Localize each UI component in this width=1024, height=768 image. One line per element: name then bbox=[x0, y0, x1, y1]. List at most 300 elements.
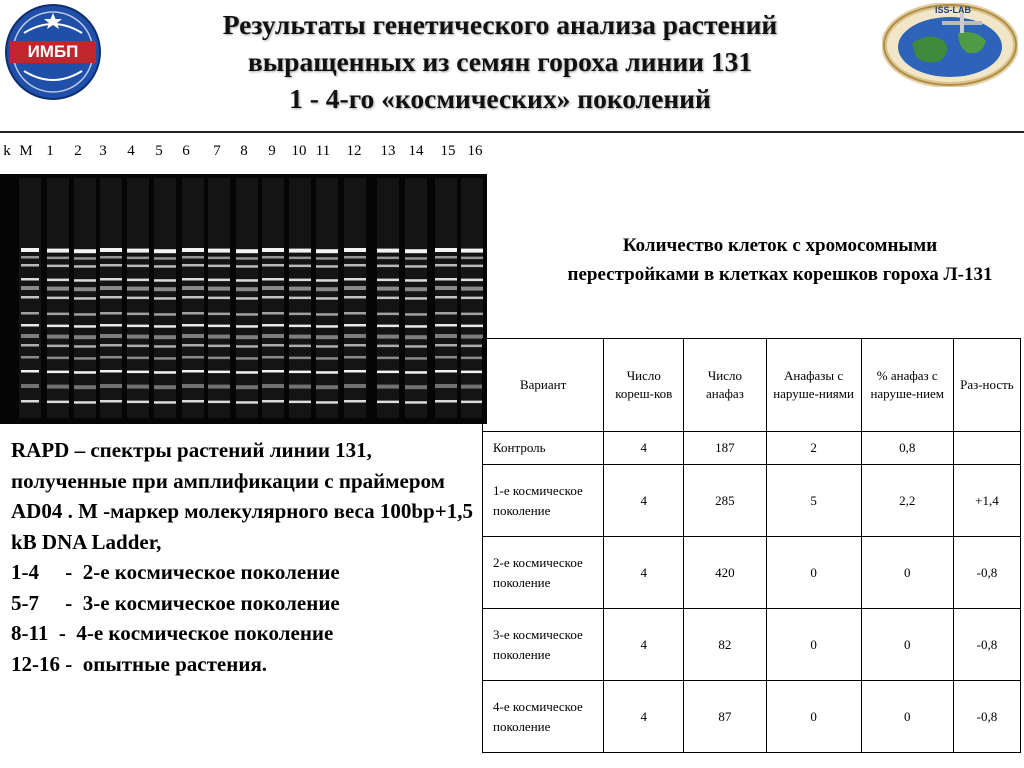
iss-lab-logo bbox=[882, 3, 1018, 87]
table-row bbox=[483, 432, 1021, 465]
gel-band bbox=[154, 371, 176, 374]
gel-band bbox=[262, 356, 284, 359]
gel-band bbox=[344, 344, 366, 347]
gel-band bbox=[344, 256, 366, 259]
gel-band bbox=[461, 249, 483, 253]
table-cell: -0,8 bbox=[953, 537, 1020, 609]
gel-band bbox=[405, 401, 427, 404]
table-cell: 0 bbox=[861, 609, 953, 681]
gel-band bbox=[316, 385, 338, 389]
gel-band bbox=[127, 249, 149, 253]
chromosome-aberration-table bbox=[482, 338, 1021, 753]
gel-band bbox=[208, 257, 230, 260]
gel-band bbox=[100, 324, 122, 327]
gel-band bbox=[289, 313, 311, 316]
table-row bbox=[483, 609, 1021, 681]
gel-band bbox=[405, 265, 427, 268]
gel-band bbox=[236, 357, 258, 360]
gel-band bbox=[100, 370, 122, 373]
table-cell: 5 bbox=[766, 465, 861, 537]
gel-band bbox=[47, 401, 69, 404]
gel-lane-label: 15 bbox=[440, 143, 456, 159]
gel-band bbox=[316, 371, 338, 374]
gel-band bbox=[208, 325, 230, 328]
gel-band bbox=[74, 357, 96, 360]
gel-band bbox=[74, 325, 96, 328]
title-divider bbox=[0, 131, 1024, 133]
gel-band bbox=[127, 357, 149, 360]
caption-paragraph: RAPD – спектры растений линии 131, полученные при амплификации с праймером AD04 . М -маркер молекулярного веса 100bp+1,5 kB DNA Ladder, bbox=[11, 438, 473, 554]
gel-lane-label: 14 bbox=[408, 143, 424, 159]
gel-band bbox=[182, 264, 204, 267]
gel-band bbox=[377, 357, 399, 360]
table-cell: -0,8 bbox=[953, 609, 1020, 681]
gel-band bbox=[461, 357, 483, 360]
gel-band bbox=[208, 335, 230, 339]
table-cell: 87 bbox=[684, 681, 766, 753]
gel-band bbox=[127, 371, 149, 374]
gel-band bbox=[100, 278, 122, 281]
gel-band bbox=[154, 385, 176, 389]
gel-band bbox=[262, 384, 284, 388]
gel-band bbox=[74, 335, 96, 339]
gel-lane-label: 9 bbox=[268, 143, 276, 159]
gel-band bbox=[208, 357, 230, 360]
gel-band bbox=[208, 265, 230, 268]
table-cell: 4 bbox=[604, 465, 684, 537]
table-header-row bbox=[483, 339, 1021, 432]
gel-band bbox=[127, 345, 149, 348]
gel-band bbox=[377, 385, 399, 389]
table-cell: 0 bbox=[766, 537, 861, 609]
gel-band bbox=[127, 265, 149, 268]
table-cell: 0 bbox=[861, 681, 953, 753]
gel-band bbox=[289, 249, 311, 253]
gel-lane-label: M bbox=[19, 143, 33, 159]
gel-band bbox=[182, 286, 204, 290]
gel-lane-label: 4 bbox=[127, 143, 135, 159]
gel-band bbox=[405, 257, 427, 260]
gel-band bbox=[208, 385, 230, 389]
gel-band bbox=[262, 256, 284, 259]
gel-lane-label: 10 bbox=[291, 143, 307, 159]
gel-band bbox=[154, 357, 176, 360]
gel-lane-label: 11 bbox=[315, 143, 331, 159]
gel-band bbox=[377, 279, 399, 282]
gel-band bbox=[100, 264, 122, 267]
gel-band bbox=[208, 297, 230, 300]
gel-band bbox=[47, 335, 69, 339]
gel-band bbox=[435, 286, 457, 290]
gel-band bbox=[461, 325, 483, 328]
table-row bbox=[483, 681, 1021, 753]
gel-band bbox=[316, 325, 338, 328]
gel-band bbox=[154, 265, 176, 268]
table-row bbox=[483, 465, 1021, 537]
gel-band bbox=[236, 313, 258, 316]
gel-band bbox=[182, 344, 204, 347]
gel-band bbox=[344, 370, 366, 373]
gel-band bbox=[316, 297, 338, 300]
gel-band bbox=[262, 334, 284, 338]
gel-band bbox=[316, 335, 338, 339]
gel-band bbox=[154, 297, 176, 300]
gel-band bbox=[236, 265, 258, 268]
gel-band bbox=[405, 297, 427, 300]
gel-band bbox=[262, 248, 284, 252]
gel-band bbox=[377, 287, 399, 291]
table-title: Количество клеток с хромосомными перестройками в клетках корешков гороха Л-131 bbox=[567, 235, 993, 285]
gel-band bbox=[74, 371, 96, 374]
gel-band bbox=[236, 371, 258, 374]
gel-band bbox=[182, 370, 204, 373]
logo-left-label: ИМБП bbox=[27, 42, 79, 61]
title-line-2: выращенных из семян гороха линии 131 bbox=[247, 46, 753, 77]
table-cell: 4 bbox=[604, 432, 684, 465]
gel-band bbox=[405, 287, 427, 291]
gel-band bbox=[435, 344, 457, 347]
legend-item: 8-11 - 4-е космическое поколение bbox=[11, 621, 334, 645]
header-anaphases: Число анафаз bbox=[684, 339, 766, 432]
gel-band bbox=[461, 371, 483, 374]
gel-band bbox=[405, 357, 427, 360]
gel-band bbox=[405, 345, 427, 348]
gel-band bbox=[182, 384, 204, 388]
gel-band bbox=[154, 401, 176, 404]
table-cell: -0,8 bbox=[953, 681, 1020, 753]
gel-band bbox=[405, 385, 427, 389]
gel-band bbox=[289, 335, 311, 339]
gel-band bbox=[236, 345, 258, 348]
gel-band bbox=[405, 335, 427, 339]
gel-band bbox=[435, 356, 457, 359]
gel-lane-label: 16 bbox=[467, 143, 483, 159]
gel-lane-label: 7 bbox=[213, 143, 221, 159]
gel-band bbox=[100, 312, 122, 315]
gel-band bbox=[316, 265, 338, 268]
gel-band bbox=[344, 324, 366, 327]
gel-lane-label: 5 bbox=[155, 143, 163, 159]
gel-band bbox=[262, 278, 284, 281]
gel-band bbox=[74, 385, 96, 389]
gel-band bbox=[405, 371, 427, 374]
header-roots: Число кореш-ков bbox=[604, 339, 684, 432]
gel-band bbox=[289, 385, 311, 389]
gel-band bbox=[208, 371, 230, 374]
gel-lane-label: 3 bbox=[99, 143, 107, 159]
table-cell: 4 bbox=[604, 537, 684, 609]
gel-band bbox=[127, 279, 149, 282]
gel-band bbox=[236, 325, 258, 328]
gel-band bbox=[47, 357, 69, 360]
gel-band bbox=[208, 287, 230, 291]
gel-band bbox=[316, 357, 338, 360]
gel-band bbox=[461, 385, 483, 389]
gel-band bbox=[461, 265, 483, 268]
gel-band bbox=[21, 324, 39, 327]
gel-band bbox=[262, 264, 284, 267]
table-cell: +1,4 bbox=[953, 465, 1020, 537]
title-line-3: 1 - 4-го «космических» поколений bbox=[289, 83, 711, 114]
gel-band bbox=[47, 257, 69, 260]
gel-band bbox=[21, 356, 39, 359]
legend-item: 5-7 - 3-е космическое поколение bbox=[11, 590, 340, 615]
gel-band bbox=[208, 279, 230, 282]
gel-band bbox=[461, 279, 483, 282]
gel-band bbox=[461, 257, 483, 260]
gel-band bbox=[182, 324, 204, 327]
gel-band bbox=[208, 401, 230, 404]
gel-band bbox=[182, 296, 204, 299]
gel-lane-label: 6 bbox=[182, 143, 190, 159]
gel-band bbox=[461, 345, 483, 348]
gel-band bbox=[344, 278, 366, 281]
gel-band bbox=[289, 287, 311, 291]
gel-band bbox=[289, 357, 311, 360]
gel-band bbox=[21, 278, 39, 281]
gel-band bbox=[127, 297, 149, 300]
gel-band bbox=[47, 249, 69, 253]
gel-band bbox=[377, 325, 399, 328]
page-title bbox=[110, 6, 890, 117]
logo-right-label: ISS-LAB bbox=[935, 5, 971, 15]
gel-band bbox=[74, 313, 96, 316]
gel-band bbox=[127, 325, 149, 328]
gel-band bbox=[377, 335, 399, 339]
gel-band bbox=[316, 401, 338, 404]
gel-band bbox=[289, 401, 311, 404]
gel-band bbox=[435, 384, 457, 388]
gel-band bbox=[344, 248, 366, 252]
legend-item: 1-4 - 2-е космическое поколение bbox=[11, 560, 340, 584]
gel-lane-label: 2 bbox=[74, 143, 82, 159]
gel-band bbox=[47, 325, 69, 328]
gel-band bbox=[262, 324, 284, 327]
gel-band bbox=[344, 334, 366, 338]
gel-band bbox=[289, 371, 311, 374]
gel-band bbox=[127, 401, 149, 404]
gel-band bbox=[182, 312, 204, 315]
gel-band bbox=[100, 248, 122, 252]
gel-band bbox=[74, 401, 96, 404]
gel-band bbox=[435, 334, 457, 338]
gel-band bbox=[100, 334, 122, 338]
gel-band bbox=[316, 345, 338, 348]
gel-band bbox=[100, 256, 122, 259]
cell-variant: 2-е космическое поколение bbox=[483, 537, 604, 609]
gel-band bbox=[236, 287, 258, 291]
gel-band bbox=[208, 249, 230, 253]
gel-band bbox=[74, 265, 96, 268]
gel-band bbox=[377, 265, 399, 268]
gel-band bbox=[289, 297, 311, 300]
gel-band bbox=[262, 312, 284, 315]
table-cell: 82 bbox=[684, 609, 766, 681]
gel-band bbox=[21, 400, 39, 403]
gel-band bbox=[100, 356, 122, 359]
gel-band bbox=[208, 313, 230, 316]
gel-band bbox=[154, 287, 176, 291]
gel-band bbox=[377, 345, 399, 348]
gel-band bbox=[154, 345, 176, 348]
gel-band bbox=[262, 370, 284, 373]
table-cell: 0 bbox=[766, 681, 861, 753]
gel-band bbox=[344, 286, 366, 290]
gel-band bbox=[377, 313, 399, 316]
gel-band bbox=[236, 279, 258, 282]
gel-band bbox=[236, 335, 258, 339]
gel-band bbox=[461, 313, 483, 316]
gel-band bbox=[377, 249, 399, 253]
gel-band bbox=[21, 296, 39, 299]
gel-band bbox=[316, 257, 338, 260]
gel-band bbox=[435, 324, 457, 327]
gel-band bbox=[289, 265, 311, 268]
gel-band bbox=[127, 313, 149, 316]
gel-band bbox=[127, 287, 149, 291]
gel-band bbox=[461, 401, 483, 404]
gel-band bbox=[100, 384, 122, 388]
gel-band bbox=[154, 249, 176, 253]
gel-band bbox=[236, 401, 258, 404]
gel-band bbox=[435, 264, 457, 267]
gel-band bbox=[236, 249, 258, 253]
gel-band bbox=[435, 278, 457, 281]
table-cell: 187 bbox=[684, 432, 766, 465]
gel-band bbox=[344, 384, 366, 388]
gel-band bbox=[405, 279, 427, 282]
gel-band bbox=[435, 370, 457, 373]
gel-band bbox=[316, 249, 338, 253]
title-line-1: Результаты генетического анализа растений bbox=[222, 9, 778, 40]
table-cell: 0 bbox=[766, 609, 861, 681]
gel-band bbox=[262, 344, 284, 347]
gel-band bbox=[21, 312, 39, 315]
gel-band bbox=[435, 256, 457, 259]
gel-lane-label: 8 bbox=[240, 143, 248, 159]
gel-band bbox=[127, 335, 149, 339]
gel-band bbox=[100, 400, 122, 403]
gel-band bbox=[21, 248, 39, 252]
gel-band bbox=[74, 279, 96, 282]
gel-band bbox=[344, 356, 366, 359]
gel-band bbox=[182, 400, 204, 403]
gel-band bbox=[182, 356, 204, 359]
gel-caption bbox=[11, 435, 481, 679]
gel-band bbox=[262, 400, 284, 403]
gel-band bbox=[405, 249, 427, 253]
gel-band bbox=[47, 279, 69, 282]
cell-variant: 3-е космическое поколение bbox=[483, 609, 604, 681]
gel-band bbox=[377, 371, 399, 374]
gel-band bbox=[236, 297, 258, 300]
gel-band bbox=[262, 286, 284, 290]
table-cell: 2 bbox=[766, 432, 861, 465]
gel-band bbox=[262, 296, 284, 299]
gel-band bbox=[47, 287, 69, 291]
gel-band bbox=[47, 385, 69, 389]
gel-band bbox=[21, 384, 39, 388]
gel-band bbox=[236, 385, 258, 389]
gel-band bbox=[127, 257, 149, 260]
gel-band bbox=[344, 264, 366, 267]
table-cell bbox=[953, 432, 1020, 465]
header-variant: Вариант bbox=[483, 339, 604, 432]
table-cell: 420 bbox=[684, 537, 766, 609]
gel-band bbox=[289, 279, 311, 282]
gel-band bbox=[435, 248, 457, 252]
gel-band bbox=[344, 400, 366, 403]
gel-band bbox=[316, 313, 338, 316]
gel-band bbox=[47, 313, 69, 316]
gel-band bbox=[461, 297, 483, 300]
gel-band bbox=[344, 312, 366, 315]
gel-band bbox=[405, 325, 427, 328]
table-cell: 285 bbox=[684, 465, 766, 537]
gel-band bbox=[377, 297, 399, 300]
gel-band bbox=[74, 297, 96, 300]
gel-band bbox=[236, 257, 258, 260]
gel-band bbox=[461, 335, 483, 339]
imbp-logo bbox=[4, 3, 102, 101]
table-cell: 0,8 bbox=[861, 432, 953, 465]
gel-band bbox=[100, 286, 122, 290]
gel-band bbox=[289, 345, 311, 348]
gel-band bbox=[344, 296, 366, 299]
gel-band bbox=[21, 344, 39, 347]
gel-band bbox=[47, 265, 69, 268]
gel-band bbox=[377, 401, 399, 404]
gel-band bbox=[47, 371, 69, 374]
gel-band bbox=[100, 344, 122, 347]
gel-band bbox=[435, 400, 457, 403]
gel-band bbox=[154, 279, 176, 282]
gel-band bbox=[74, 249, 96, 253]
gel-band bbox=[182, 278, 204, 281]
gel-band bbox=[182, 256, 204, 259]
gel-band bbox=[154, 257, 176, 260]
gel-band bbox=[377, 257, 399, 260]
gel-band bbox=[74, 287, 96, 291]
gel-band bbox=[127, 385, 149, 389]
gel-band bbox=[47, 345, 69, 348]
gel-band bbox=[289, 257, 311, 260]
legend-item: 12-16 - опытные растения. bbox=[11, 651, 268, 676]
gel-band bbox=[154, 325, 176, 328]
header-aberration-percent: % анафаз с наруше-нием bbox=[861, 339, 953, 432]
gel-band bbox=[47, 297, 69, 300]
gel-band bbox=[316, 287, 338, 291]
table-row bbox=[483, 537, 1021, 609]
header-difference: Раз-ность bbox=[953, 339, 1020, 432]
gel-lane-label: k bbox=[3, 143, 11, 159]
gel-band bbox=[289, 325, 311, 328]
gel-band bbox=[21, 370, 39, 373]
gel-band bbox=[208, 345, 230, 348]
table-cell: 0 bbox=[861, 537, 953, 609]
gel-band bbox=[405, 313, 427, 316]
gel-band bbox=[21, 286, 39, 290]
gel-lane-labels bbox=[0, 143, 490, 165]
gel-band bbox=[435, 312, 457, 315]
table-cell: 4 bbox=[604, 681, 684, 753]
cell-variant: Контроль bbox=[483, 432, 604, 465]
gel-band bbox=[21, 264, 39, 267]
table-cell: 4 bbox=[604, 609, 684, 681]
cell-variant: 4-е космическое поколение bbox=[483, 681, 604, 753]
header-aberrant-anaphases: Анафазы с наруше-ниями bbox=[766, 339, 861, 432]
gel-band bbox=[316, 279, 338, 282]
